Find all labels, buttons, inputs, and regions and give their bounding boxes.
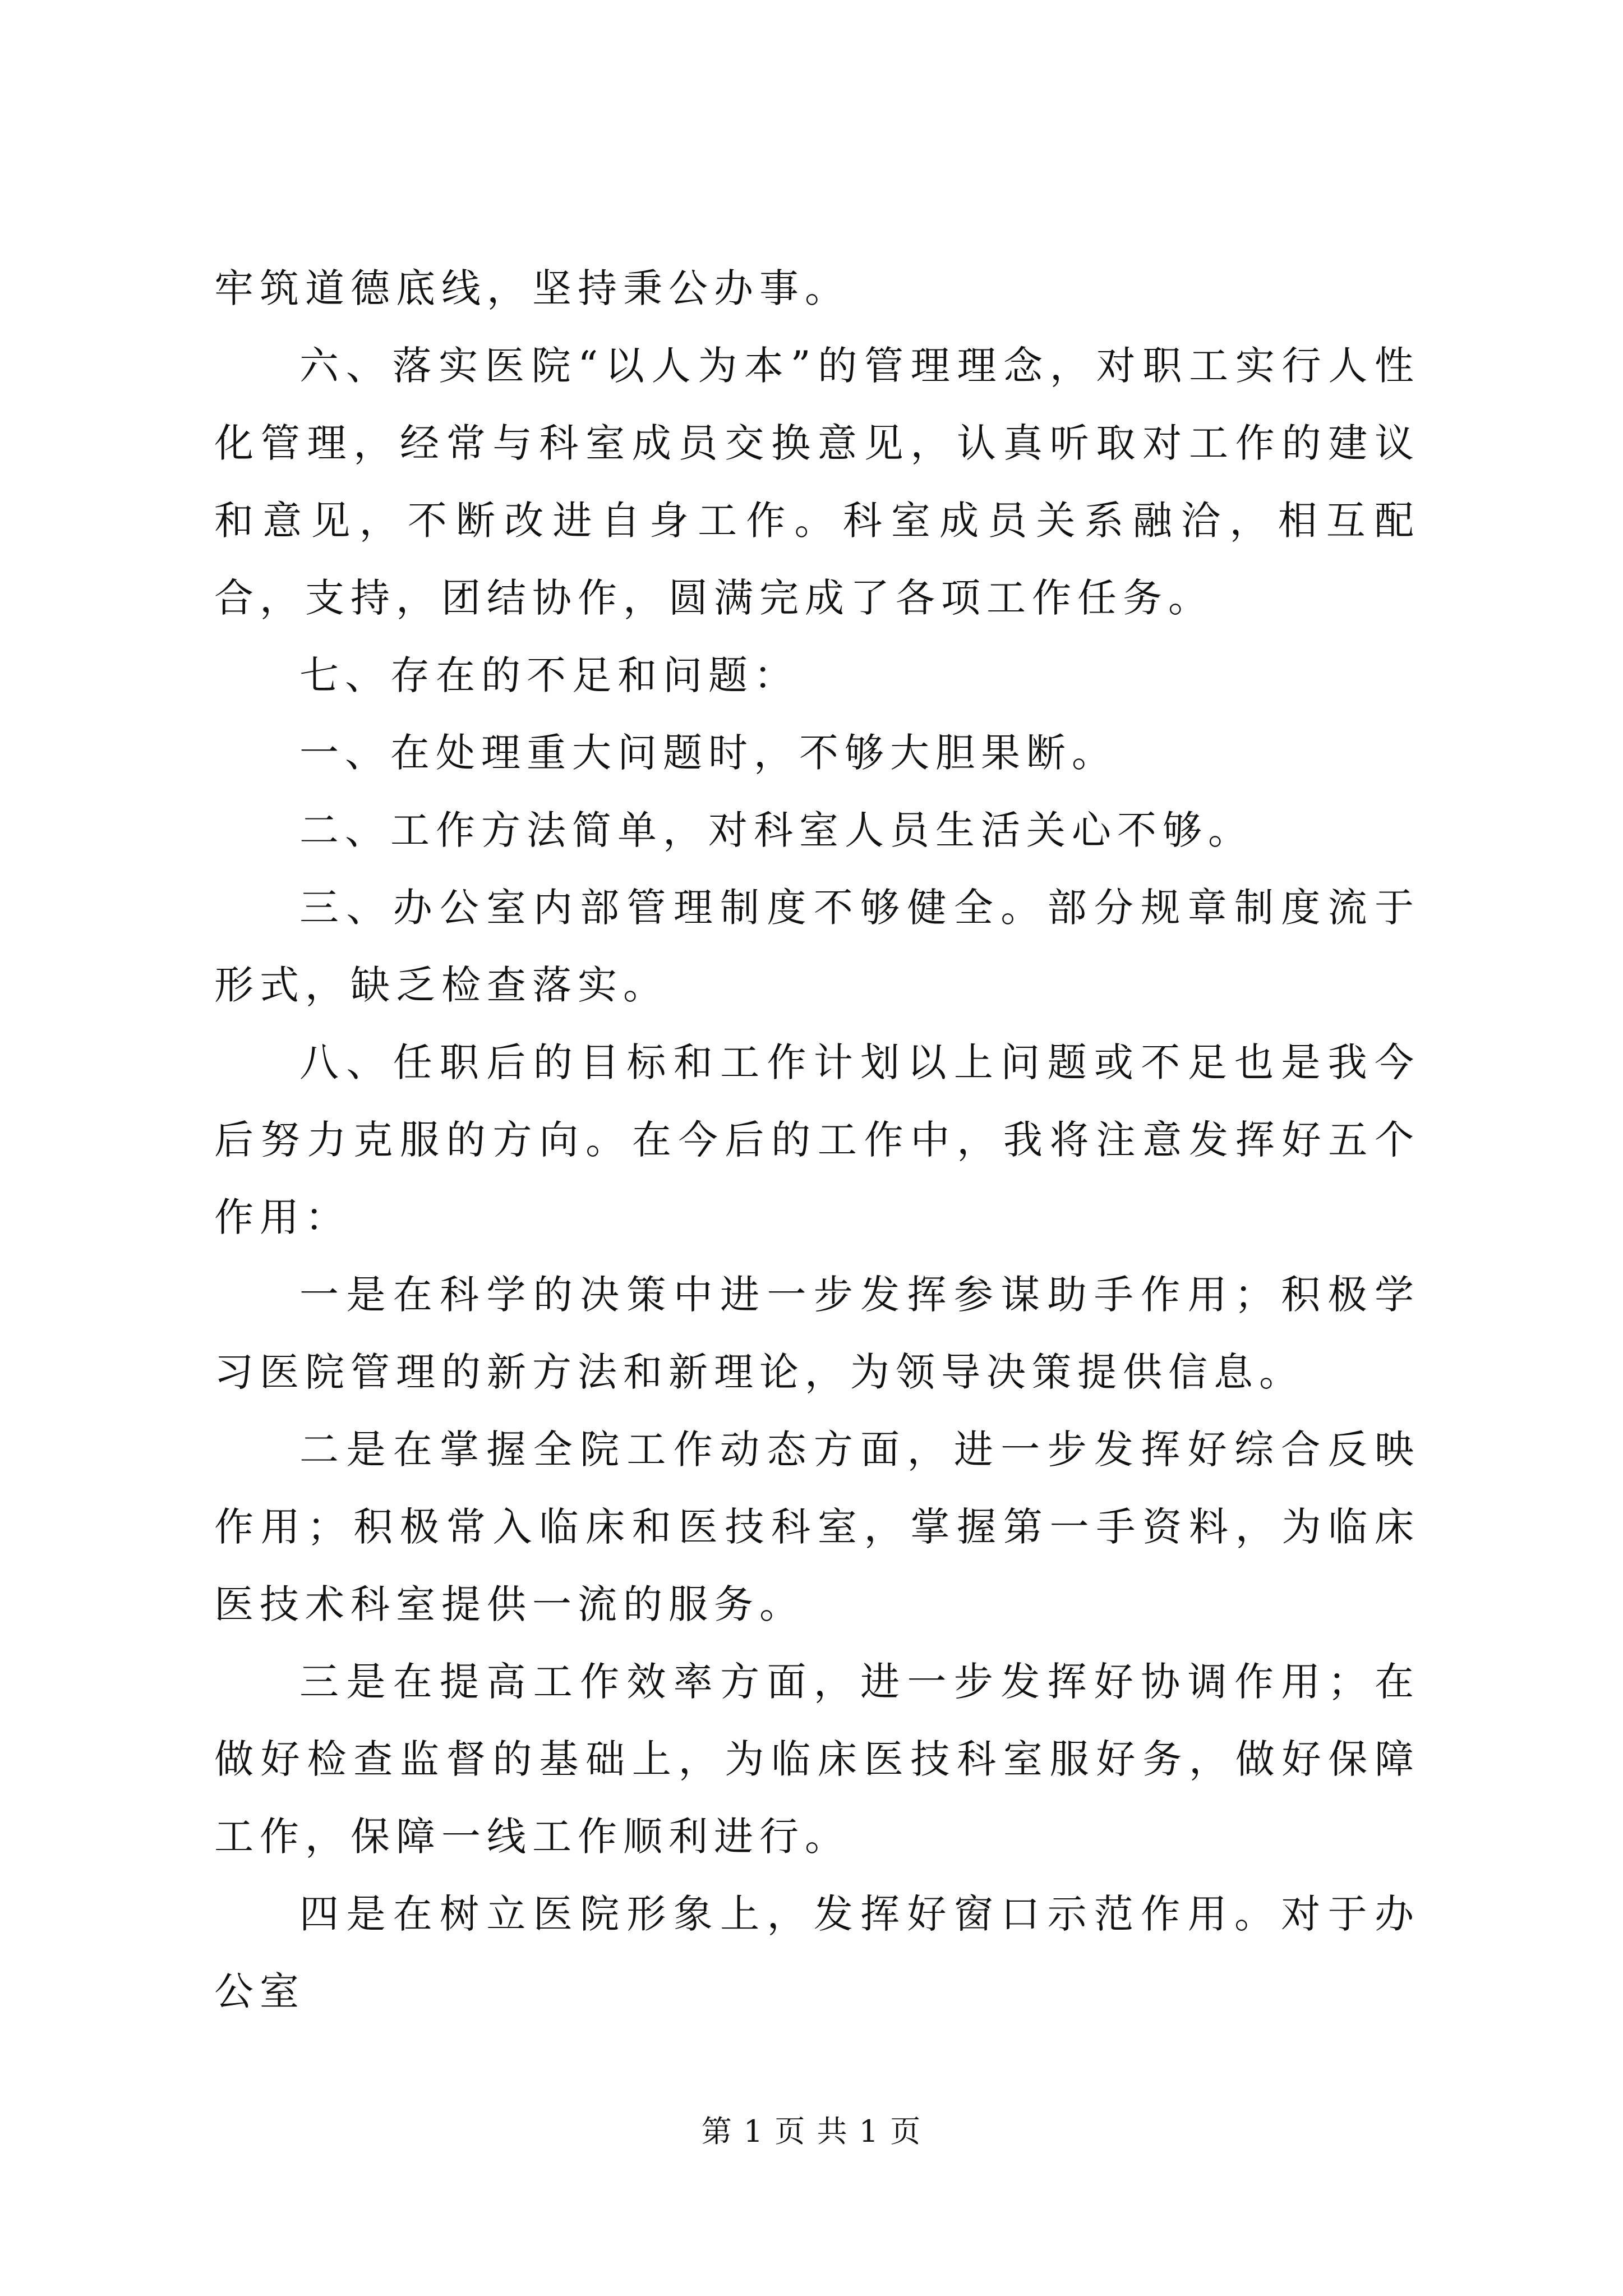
page-footer: 第 1 页 共 1 页 xyxy=(701,2114,922,2149)
paragraph-issue-two: 二、工作方法简单，对科室人员生活关心不够。 xyxy=(299,807,1253,853)
paragraph-role-one: 一是在科学的决策中进一步发挥参谋助手作用；积极学习医院管理的新方法和新理论，为领导决策提供信息。 xyxy=(214,1272,1420,1395)
paragraph-continuation: 牢筑道德底线，坚持秉公办事。 xyxy=(214,265,850,311)
paragraph-role-three: 三是在提高工作效率方面，进一步发挥好协调作用；在做好检查监督的基础上，为临床医技科室服好务，做好保障工作，保障一线工作顺利进行。 xyxy=(214,1659,1420,1860)
paragraph-role-four: 四是在树立医院形象上，发挥好窗口示范作用。对于办公室 xyxy=(214,1891,1420,2014)
paragraph-role-two: 二是在掌握全院工作动态方面，进一步发挥好综合反映作用；积极常入临床和医技科室，掌握第一手资料，为临床医技术科室提供一流的服务。 xyxy=(214,1427,1420,1627)
paragraph-section-seven-heading: 七、存在的不足和问题： xyxy=(299,652,799,698)
paragraph-section-eight: 八、任职后的目标和工作计划以上问题或不足也是我今后努力克服的方向。在今后的工作中，我将注意发挥好五个作用： xyxy=(214,1039,1420,1240)
document-body xyxy=(214,250,1420,2030)
paragraph-issue-three: 三、办公室内部管理制度不够健全。部分规章制度流于形式，缺乏检查落实。 xyxy=(214,885,1420,1008)
paragraph-issue-one: 一、在处理重大问题时，不够大胆果断。 xyxy=(299,730,1117,776)
paragraph-section-six: 六、落实医院“以人为本”的管理理念，对职工实行人性化管理，经常与科室成员交换意见，认真听取对工作的建议和意见，不断改进自身工作。科室成员关系融洽，相互配合，支持，团结协作，圆满完成了各项工作任务。 xyxy=(214,343,1420,621)
